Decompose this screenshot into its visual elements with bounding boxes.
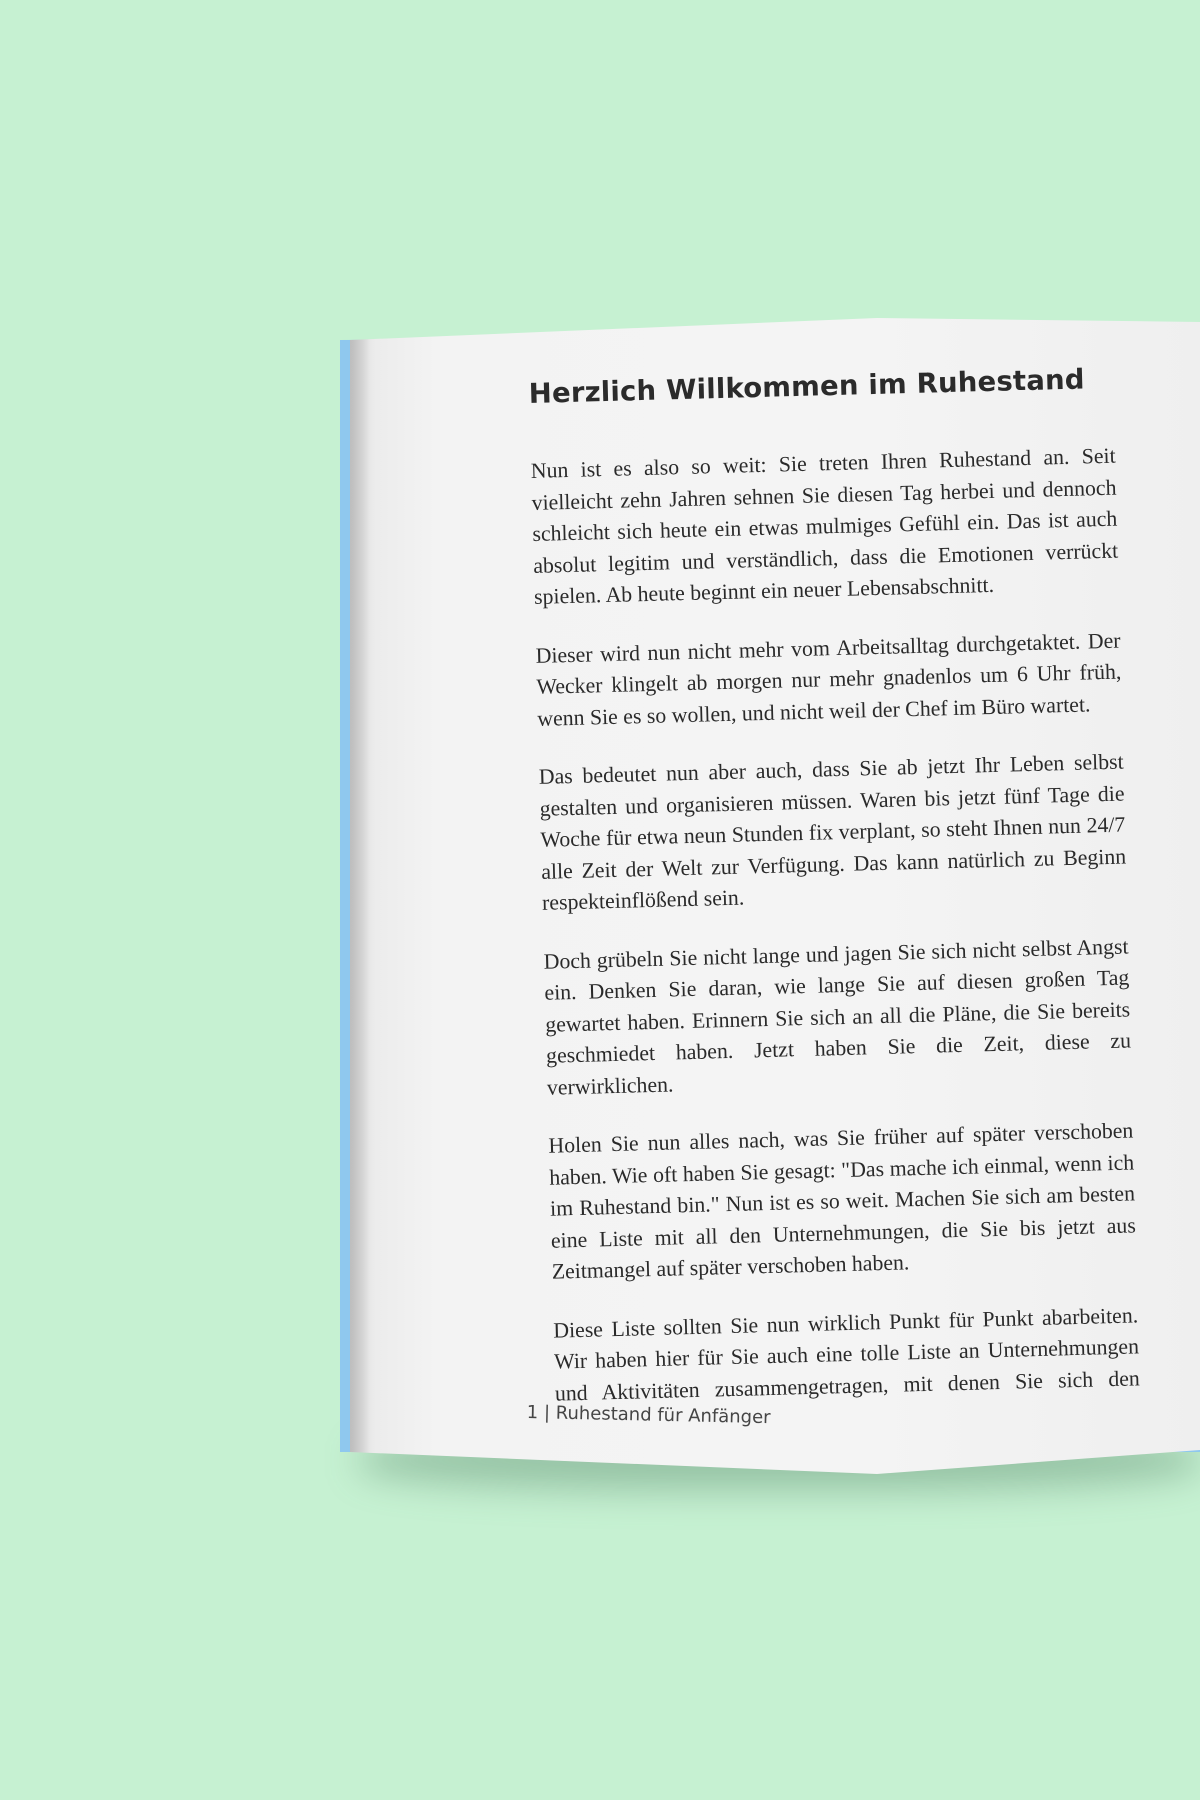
paragraph: Doch grübeln Sie nicht lange und jagen Sie sich nicht selbst Angst ein. Denken Sie daran, wie lange Sie auf diesen großen Tag gewartet haben. Erinnern Sie sich an all die Pläne, die Sie bereits geschmiedet haben. Jetzt haben Sie die Zeit, diese zu verwirklichen. xyxy=(543,933,1132,1100)
paragraph: Das bedeutet nun aber auch, dass Sie ab jetzt Ihr Leben selbst gestalten und organisieren müssen. Waren bis jetzt fünf Tage die Woche für etwa neun Stunden fix verplant, so steht Ihnen nun 24/7 alle Zeit der Welt zur Verfügung. Das kann natürlich zu Beginn respekteinflößend sein. xyxy=(538,749,1127,915)
page-edge xyxy=(350,306,370,1474)
page-footer: 1 | Ruhestand für Anfänger xyxy=(526,1402,771,1429)
paragraph: Dieser wird nun nicht mehr vom Arbeitsalltag durchgetaktet. Der Wecker klingelt ab morgen nur mehr gnadenlos um 6 Uhr früh, wenn Sie es so wollen, und nicht weil der Chef im Büro wartet. xyxy=(535,628,1122,731)
paragraph: Holen Sie nun alles nach, was Sie früher auf später verschoben haben. Wie oft haben Sie gesagt: "Das mache ich einmal, wenn ich im Ruhestand bin." Nun ist es so weit. Machen Sie sich am besten eine Liste mit all den Unternehmungen, die Sie bis jetzt aus Zeitmangel auf später verschoben haben. xyxy=(548,1118,1137,1284)
paragraph: Diese Liste sollten Sie nun wirklich Punkt für Punkt abarbeiten. Wir haben hier für Sie auch eine tolle Liste an Unternehmungen und Aktivitäten zusammengetragen, mit denen Sie sich den xyxy=(552,1302,1141,1406)
page-content xyxy=(528,349,1140,1409)
chapter-title: Herzlich Willkommen im Ruhestand xyxy=(528,363,1086,410)
paragraph: Nun ist es also so weit: Sie treten Ihren Ruhestand an. Seit vielleicht zehn Jahren sehnen Sie diesen Tag herbei und dennoch schleicht sich heute ein etwas mulmiges Gefühl ein. Das ist auch absolut legitim und verständlich, dass die Emotionen verrückt spielen. Ab heute beginnt ein neuer Lebensabschnitt. xyxy=(530,443,1119,609)
